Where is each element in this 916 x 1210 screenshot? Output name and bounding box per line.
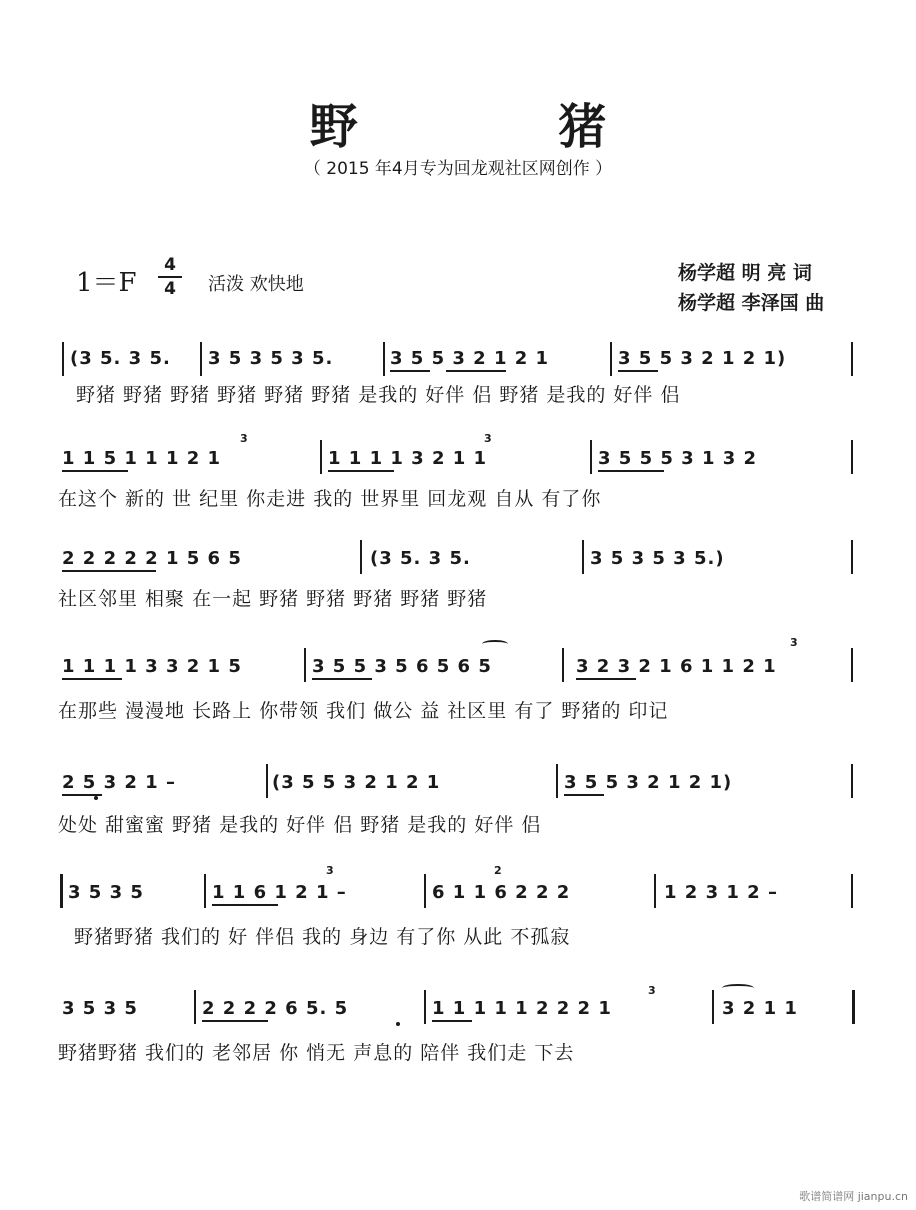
grace-note: 3 (790, 636, 798, 649)
barline (851, 440, 853, 474)
measure: 3 5 5 3 2 1 2 1) (564, 772, 733, 793)
barline (851, 874, 853, 908)
site-watermark: 歌谱简谱网 jianpu.cn (799, 1190, 908, 1203)
key-signature: 1＝F (76, 268, 137, 298)
barline (320, 440, 322, 474)
lyric-line: 在那些 漫漫地 长路上 你带领 我们 做公 益 社区里 有了 野猪的 印记 (58, 700, 669, 722)
measure: 1 1 1 1 3 3 2 1 5 (62, 656, 242, 677)
barline (304, 648, 306, 682)
lyric-line: 处处 甜蜜蜜 野猪 是我的 好伴 侣 野猪 是我的 好伴 侣 (58, 814, 542, 836)
barline (851, 764, 853, 798)
measure: 3 2 1 1 (722, 998, 798, 1019)
grace-note: 3 (484, 432, 492, 445)
song-subtitle: （ 2015 年4月专为回龙观社区网创作 ） (303, 159, 613, 179)
measure: 3 5 3 5 3 5. (208, 348, 334, 369)
repeat-end (852, 990, 855, 1024)
lyric-line: 野猪野猪 我们的 老邻居 你 悄无 声息的 陪伴 我们走 下去 (58, 1042, 575, 1064)
measure: 2 2 2 2 2 1 5 6 5 (62, 548, 242, 569)
tie-arc (722, 984, 754, 992)
underline (598, 470, 664, 472)
tempo-marking: 活泼 欢快地 (208, 274, 304, 295)
measure: 3 5 5 3 5 6 5 6 5 (312, 656, 492, 677)
lyricist-credit: 杨学超 明 亮 词 (678, 262, 812, 284)
time-sig-top: 4 (164, 255, 176, 275)
song-title: 野 猪 (309, 99, 699, 155)
measure: 3 5 3 5 (68, 882, 144, 903)
underline (62, 794, 102, 796)
measure: 3 5 5 5 3 1 3 2 (598, 448, 758, 469)
underline (212, 904, 278, 906)
grace-note: 3 (240, 432, 248, 445)
time-signature (158, 255, 182, 299)
barline (582, 540, 584, 574)
barline (200, 342, 202, 376)
barline (712, 990, 714, 1024)
underline (576, 678, 636, 680)
repeat-start (60, 874, 63, 908)
lyric-line: 野猪野猪 我们的 好 伴侣 我的 身边 有了你 从此 不孤寂 (74, 926, 571, 948)
underline (328, 470, 394, 472)
underline (446, 370, 506, 372)
barline (851, 648, 853, 682)
measure: 3 5 3 5 (62, 998, 138, 1019)
grace-note: 2 (494, 864, 502, 877)
underline (618, 370, 658, 372)
barline (62, 342, 64, 376)
underline (62, 678, 122, 680)
measure: 6 1 1 6 2 2 2 (432, 882, 571, 903)
lyric-line: 野猪 野猪 野猪 野猪 野猪 野猪 是我的 好伴 侣 野猪 是我的 好伴 侣 (76, 384, 681, 406)
measure: 1 1 1 1 1 2 2 2 1 (432, 998, 612, 1019)
composer-credit: 杨学超 李泽国 曲 (678, 292, 825, 314)
grace-note: 3 (326, 864, 334, 877)
barline (194, 990, 196, 1024)
grace-note: 3 (648, 984, 656, 997)
measure: 1 1 5 1 1 1 2 1 (62, 448, 222, 469)
measure: (3 5 5 3 2 1 2 1 (272, 772, 441, 793)
underline (312, 678, 372, 680)
barline (851, 540, 853, 574)
barline (610, 342, 612, 376)
underline (62, 470, 128, 472)
measure: 3 2 3 2 1 6 1 1 2 1 (576, 656, 777, 677)
barline (204, 874, 206, 908)
underline (390, 370, 430, 372)
barline (266, 764, 268, 798)
low-octave-dot (94, 796, 98, 800)
underline (202, 1020, 268, 1022)
low-octave-dot (396, 1022, 400, 1026)
underline (432, 1020, 472, 1022)
time-sig-bottom: 4 (164, 279, 176, 299)
measure: 2 5 3 2 1 – (62, 772, 176, 793)
barline (360, 540, 362, 574)
measure: (3 5. 3 5. (70, 348, 171, 369)
measure: 2 2 2 2 6 5. 5 (202, 998, 349, 1019)
barline (383, 342, 385, 376)
measure: 1 1 6 1 2 1 – (212, 882, 347, 903)
barline (556, 764, 558, 798)
measure: 1 2 3 1 2 – (664, 882, 778, 903)
barline (424, 874, 426, 908)
underline (564, 794, 604, 796)
measure: 1 1 1 1 3 2 1 1 (328, 448, 488, 469)
measure: 3 5 5 3 2 1 2 1 (390, 348, 550, 369)
barline (424, 990, 426, 1024)
time-sig-bar (158, 276, 182, 278)
barline (654, 874, 656, 908)
barline (590, 440, 592, 474)
measure: 3 5 3 5 3 5.) (590, 548, 725, 569)
barline (851, 342, 853, 376)
measure: 3 5 5 3 2 1 2 1) (618, 348, 787, 369)
barline (562, 648, 564, 682)
tie-arc (482, 640, 508, 648)
lyric-line: 社区邻里 相聚 在一起 野猪 野猪 野猪 野猪 野猪 (58, 588, 488, 610)
lyric-line: 在这个 新的 世 纪里 你走进 我的 世界里 回龙观 自从 有了你 (58, 488, 602, 510)
underline (62, 570, 156, 572)
measure: (3 5. 3 5. (370, 548, 471, 569)
